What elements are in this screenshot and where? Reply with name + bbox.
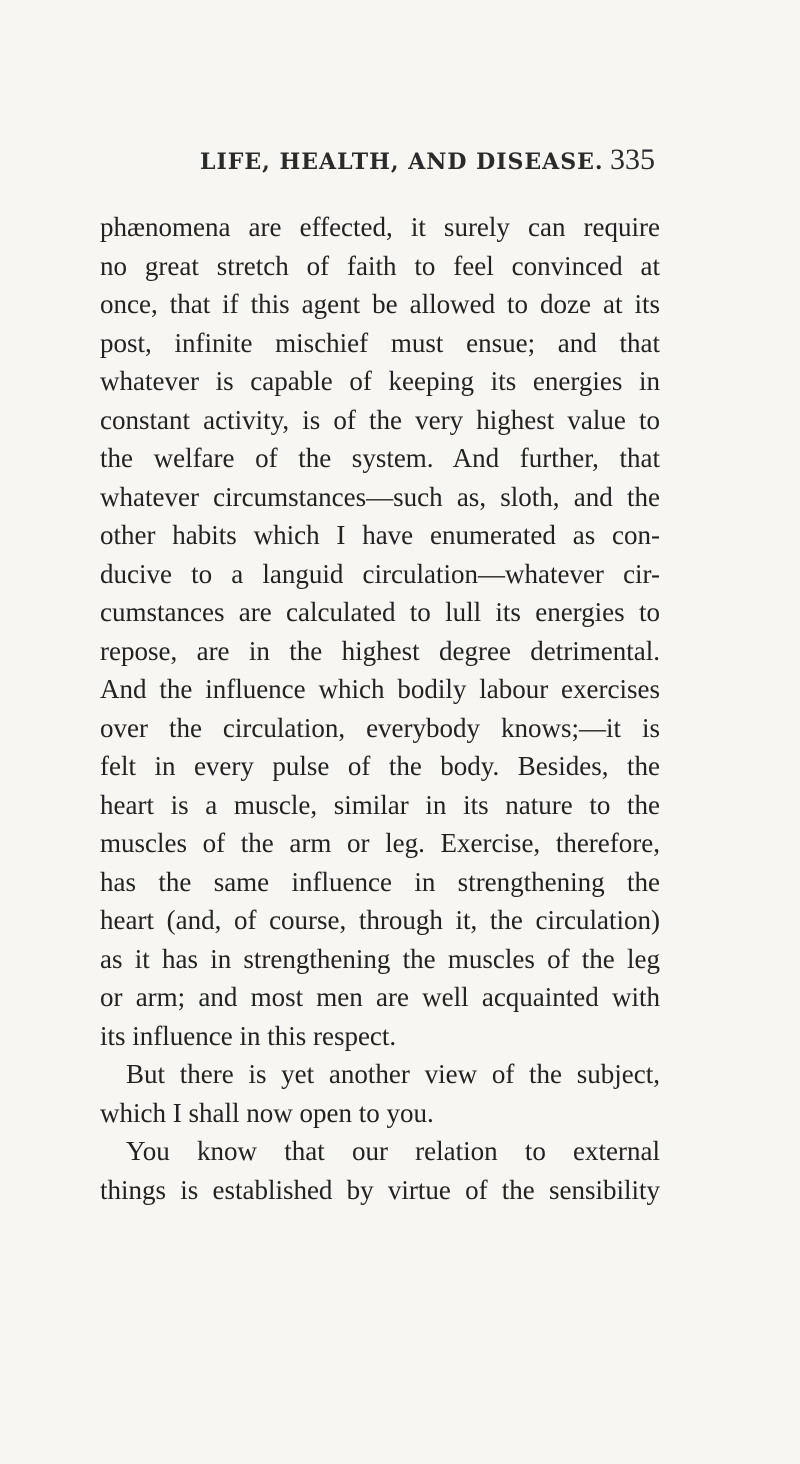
running-title: LIFE, HEALTH, AND DISEASE. (200, 149, 604, 175)
text-line: And the influence which bodily labour exercises (100, 674, 660, 704)
text-line: things is established by virtue of the sensibility (100, 1174, 660, 1205)
text-line: But there is yet another view of the subject, (126, 1059, 660, 1089)
text-line: the welfare of the system. And further, that (100, 443, 660, 473)
text-line: heart is a muscle, similar in its nature to the (100, 789, 660, 820)
text-line: post, infinite mischief must ensue; and that (100, 327, 660, 358)
text-line: felt in every pulse of the body. Besides, the (100, 751, 660, 781)
text-line: cumstances are calculated to lull its energies to (100, 597, 660, 627)
running-head (200, 143, 655, 183)
page-number: 335 (610, 143, 655, 176)
text-line: constant activity, is of the very highest value to (100, 404, 660, 435)
text-line: other habits which I have enumerated as con- (100, 520, 660, 550)
text-line: as it has in strengthening the muscles of the leg (100, 943, 660, 974)
text-line: once, that if this agent be allowed to doze at its (100, 289, 660, 319)
text-line: no great stretch of faith to feel convinced at (100, 250, 660, 281)
text-line: phænomena are effected, it surely can require (100, 212, 660, 242)
text-line: You know that our relation to external (126, 1136, 660, 1166)
text-line: its influence in this respect. (100, 1020, 397, 1051)
text-line: over the circulation, everybody knows;—it is (100, 712, 660, 743)
text-line: has the same influence in strengthening the (100, 866, 660, 897)
text-line: whatever is capable of keeping its energies in (100, 366, 660, 396)
text-line: which I shall now open to you. (100, 1097, 434, 1128)
body-text (100, 208, 660, 1209)
text-line: or arm; and most men are well acquainted with (100, 982, 660, 1012)
text-line: repose, are in the highest degree detrimental. (100, 635, 660, 666)
text-line: heart (and, of course, through it, the circulation) (100, 905, 660, 935)
text-line: ducive to a languid circulation—whatever cir- (100, 558, 660, 589)
text-line: whatever circumstances—such as, sloth, and the (100, 481, 660, 512)
text-line: muscles of the arm or leg. Exercise, therefore, (100, 828, 660, 858)
